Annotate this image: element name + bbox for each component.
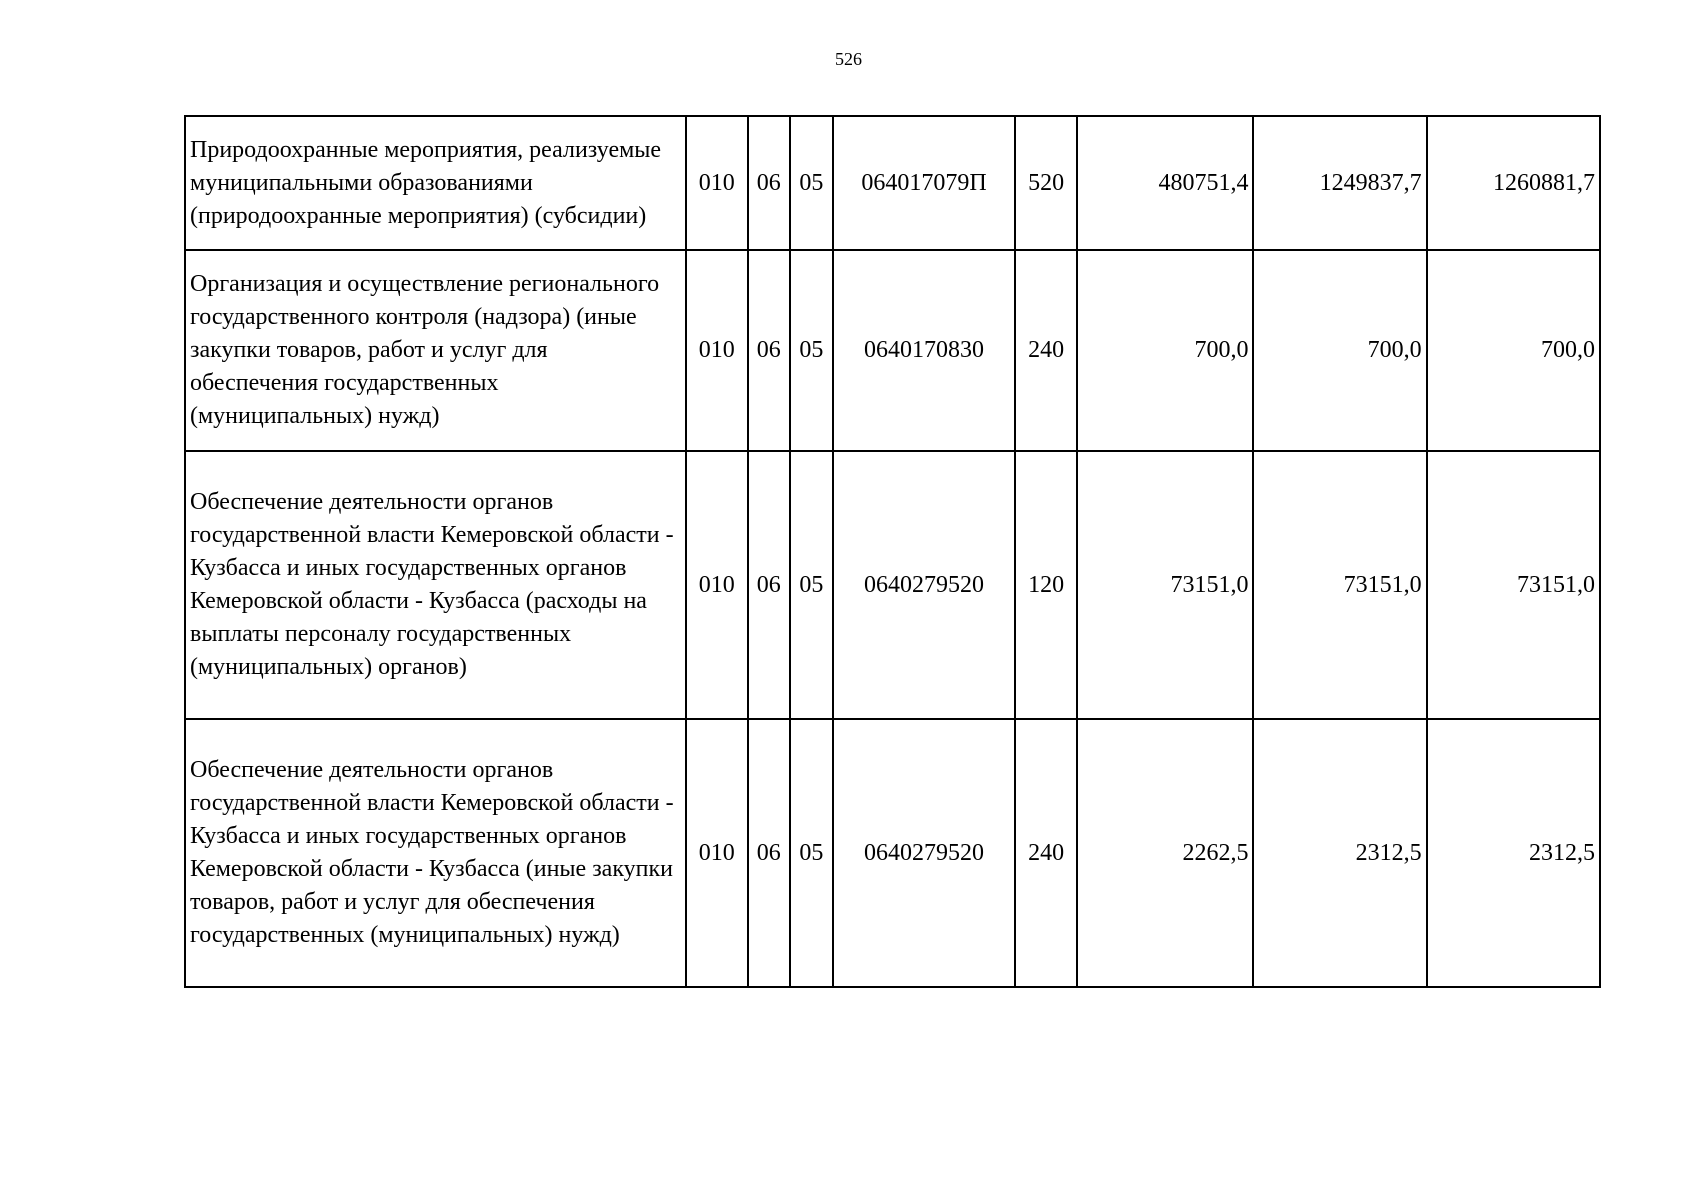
row-target-code: 0640279520: [833, 451, 1015, 719]
row-amount-1: 73151,0: [1077, 451, 1253, 719]
row-amount-2: 1249837,7: [1253, 116, 1426, 250]
row-code-2: 06: [748, 116, 790, 250]
row-amount-1: 2262,5: [1077, 719, 1253, 987]
page-number: 526: [835, 49, 862, 69]
row-amount-3: 700,0: [1427, 250, 1600, 451]
row-expense-type: 240: [1015, 250, 1077, 451]
row-amount-3: 2312,5: [1427, 719, 1600, 987]
row-code-2: 06: [748, 451, 790, 719]
row-code-3: 05: [790, 116, 833, 250]
row-code-3: 05: [790, 250, 833, 451]
row-target-code: 0640170830: [833, 250, 1015, 451]
row-amount-2: 2312,5: [1253, 719, 1426, 987]
row-amount-3: 1260881,7: [1427, 116, 1600, 250]
row-description: Природоохранные мероприятия, реализуемые муниципальными образованиями (природоохранные мероприятия) (субсидии): [185, 116, 686, 250]
row-description: Организация и осуществление регионального государственного контроля (надзора) (иные закупки товаров, работ и услуг для обеспечения государственных (муниципальных) нужд): [185, 250, 686, 451]
row-code-1: 010: [686, 719, 748, 987]
row-amount-3: 73151,0: [1427, 451, 1600, 719]
row-code-2: 06: [748, 719, 790, 987]
row-expense-type: 520: [1015, 116, 1077, 250]
row-target-code: 064017079П: [833, 116, 1015, 250]
table-row: [185, 719, 1600, 987]
row-code-3: 05: [790, 719, 833, 987]
table-row: [185, 250, 1600, 451]
row-code-1: 010: [686, 116, 748, 250]
row-description: Обеспечение деятельности органов государственной власти Кемеровской области - Кузбасса и иных государственных органов Кемеровской области - Кузбасса (расходы на выплаты персоналу государственных (муниципальных) органов): [185, 451, 686, 719]
row-code-3: 05: [790, 451, 833, 719]
row-amount-1: 700,0: [1077, 250, 1253, 451]
row-amount-2: 73151,0: [1253, 451, 1426, 719]
table-row: [185, 116, 1600, 250]
row-amount-2: 700,0: [1253, 250, 1426, 451]
row-code-2: 06: [748, 250, 790, 451]
budget-table: [184, 115, 1601, 988]
row-description: Обеспечение деятельности органов государственной власти Кемеровской области - Кузбасса и иных государственных органов Кемеровской области - Кузбасса (иные закупки товаров, работ и услуг для обеспечения государственных (муниципальных) нужд): [185, 719, 686, 987]
row-code-1: 010: [686, 451, 748, 719]
row-expense-type: 240: [1015, 719, 1077, 987]
row-target-code: 0640279520: [833, 719, 1015, 987]
row-expense-type: 120: [1015, 451, 1077, 719]
row-amount-1: 480751,4: [1077, 116, 1253, 250]
row-code-1: 010: [686, 250, 748, 451]
table-row: [185, 451, 1600, 719]
